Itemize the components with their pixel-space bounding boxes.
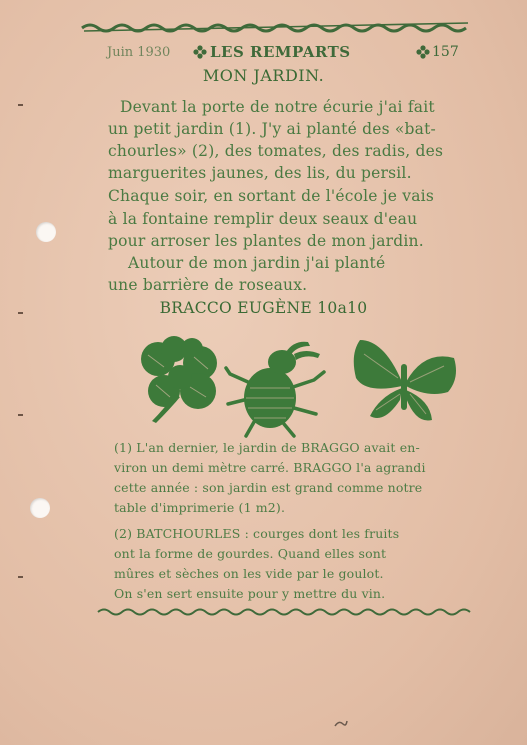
author-signature: BRACCO EUGÈNE 10a10: [159, 299, 368, 317]
beetle-illustration: [224, 338, 328, 438]
footnote-line: viron un demi mètre carré. BRAGGO l'a agrandi: [114, 460, 426, 475]
page-header: [0, 43, 527, 63]
footnote-line: cette année : son jardin est grand comme notre: [114, 480, 423, 495]
edge-mark: [18, 576, 23, 578]
header-title: LES REMPARTS: [210, 43, 351, 61]
footnote-line: mûres et sèches on les vide par le goulot.: [114, 566, 384, 581]
body-line: pour arroser les plantes de mon jardin.: [108, 232, 424, 250]
edge-mark: [18, 414, 23, 416]
header-page-number: 157: [432, 44, 459, 60]
footnote-line: On s'en sert ensuite pour y mettre du vin.: [114, 586, 386, 601]
binder-hole: [30, 498, 50, 518]
footnote-line: (2) BATCHOURLES : courges dont les fruits: [114, 526, 400, 541]
footnote-line: (1) L'an dernier, le jardin de BRAGGO avait en-: [114, 440, 420, 455]
footnote-line: table d'imprimerie (1 m2).: [114, 500, 286, 515]
body-line: un petit jardin (1). J'y ai planté des «bat-: [108, 120, 436, 138]
body-line: une barrière de roseaux.: [108, 276, 308, 294]
flower-ornament-icon: [193, 45, 207, 59]
body-line: à la fontaine remplir deux seaux d'eau: [108, 210, 418, 228]
body-line: Autour de mon jardin j'ai planté: [128, 254, 386, 272]
body-line: marguerites jaunes, des lis, du persil.: [108, 164, 412, 182]
body-line: chourles» (2), des tomates, des radis, des: [108, 142, 444, 160]
body-line: Devant la porte de notre écurie j'ai fait: [120, 98, 435, 116]
article-title: MON JARDIN.: [202, 66, 325, 85]
butterfly-illustration: [344, 334, 464, 430]
flower-ornament-icon: [416, 45, 430, 59]
ink-smudge-mark: [333, 718, 349, 730]
binder-hole: [36, 222, 56, 242]
clover-illustration: [134, 335, 224, 427]
edge-mark: [18, 104, 23, 106]
body-line: Chaque soir, en sortant de l'école je vais: [108, 187, 434, 205]
footnote-line: ont la forme de gourdes. Quand elles sont: [114, 546, 387, 561]
top-ornamental-rule: [0, 18, 527, 34]
bottom-ornamental-rule: [0, 604, 527, 620]
header-date: Juin 1930: [107, 45, 171, 60]
